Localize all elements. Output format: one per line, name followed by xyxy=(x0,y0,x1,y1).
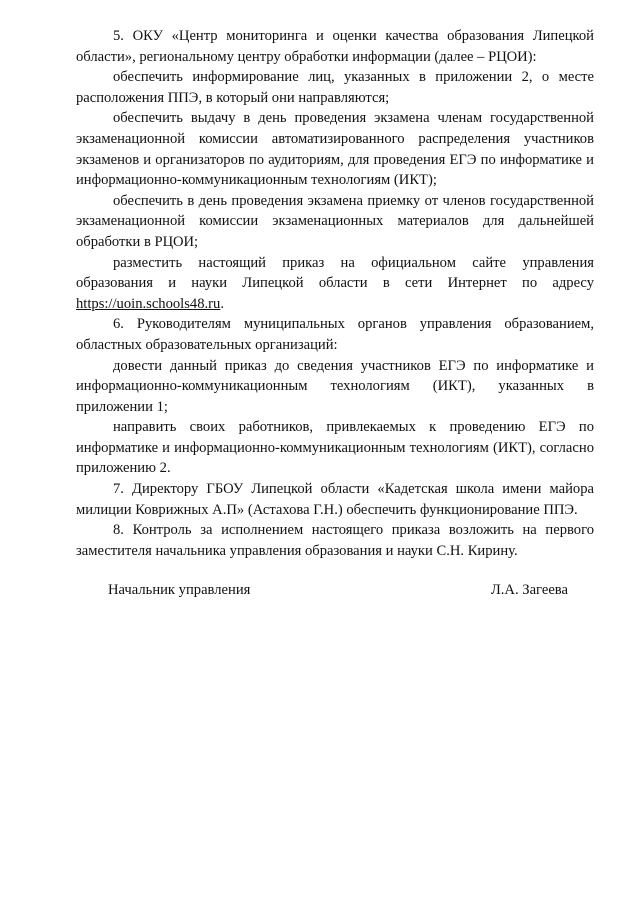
publish-text: разместить настоящий приказ на официальном сайте управления образования и науки Липецкой области в сети Интернет по адресу xyxy=(76,254,594,292)
paragraph-send-staff: направить своих работников, привлекаемых к проведению ЕГЭ по информатике и информационно-коммуникационным технологиям (ИКТ), согласно приложению 2. xyxy=(76,419,594,477)
signature-name: Л.А. Загеева xyxy=(490,582,568,598)
paragraph-item-6: 6. Руководителям муниципальных органов управления образованием, областных образовательных организаций: xyxy=(76,316,594,353)
website-link[interactable]: https://uoin.schools48.ru xyxy=(76,295,221,312)
order-body xyxy=(76,26,594,561)
publish-text-end: . xyxy=(220,295,224,312)
paragraph-distribution: обеспечить выдачу в день проведения экзамена членам государственной экзаменационной комиссии автоматизированного распределения участников экзаменов и организаторов по аудиториям, для проведения ЕГЭ по информатике и информационно-коммуникационным технологиям (ИКТ); xyxy=(76,110,594,189)
paragraph-item-5: 5. ОКУ «Центр мониторинга и оценки качества образования Липецкой области», региональному центру обработки информации (далее – РЦОИ): xyxy=(76,28,594,65)
paragraph-inform-persons: обеспечить информирование лиц, указанных в приложении 2, о месте расположения ППЭ, в который они направляются; xyxy=(76,69,594,106)
paragraph-publish xyxy=(76,253,594,315)
paragraph-item-7: 7. Директору ГБОУ Липецкой области «Кадетская школа имени майора милиции Коврижных А.П» (Астахова Г.Н.) обеспечить функционирование ППЭ. xyxy=(76,481,594,518)
signature-title: Начальник управления xyxy=(108,582,251,598)
paragraph-acceptance: обеспечить в день проведения экзамена приемку от членов государственной экзаменационной комиссии экзаменационных материалов для дальнейшей обработки в РЦОИ; xyxy=(76,192,594,250)
paragraph-notify-participants: довести данный приказ до сведения участников ЕГЭ по информатике и информационно-коммуникационным технологиям (ИКТ), указанных в приложении 1; xyxy=(76,357,594,415)
paragraph-item-8: 8. Контроль за исполнением настоящего приказа возложить на первого заместителя начальника управления образования и науки С.Н. Кирину. xyxy=(76,522,594,559)
